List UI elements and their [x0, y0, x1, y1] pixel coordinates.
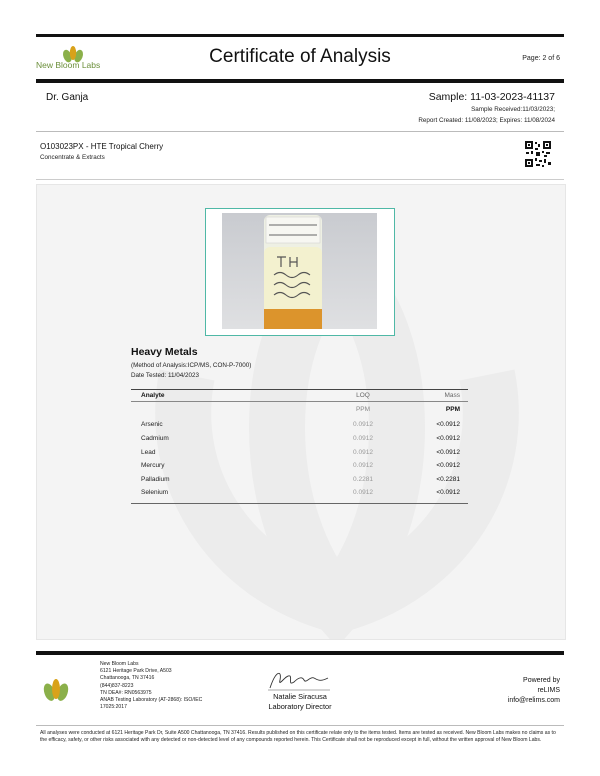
sample-received: Sample Received:11/03/2023;: [471, 106, 555, 113]
address-line: TN DEA#: RN0563975: [100, 689, 152, 696]
address-line: (844)837-8223: [100, 682, 134, 689]
address-line: ANAB Testing Laboratory (AT-2868): ISO/IEC: [100, 697, 203, 704]
address-line: Chattanooga, TN 37416: [100, 675, 155, 682]
footer-rule: [36, 651, 564, 655]
loq-value: 0.0912: [353, 435, 373, 442]
qr-code[interactable]: [524, 140, 552, 168]
table-rule: [131, 389, 468, 390]
powered-by-label: Powered by: [523, 677, 560, 684]
column-header-mass: Mass: [444, 392, 460, 399]
table-rule: [131, 401, 468, 402]
relims-email[interactable]: info@relims.com: [507, 697, 560, 704]
mass-value: <0.0912: [436, 462, 460, 469]
column-header-loq: LOQ: [356, 392, 370, 399]
product-category: Concentrate & Extracts: [40, 154, 105, 161]
divider: [36, 131, 564, 132]
product-name: O103023PX - HTE Tropical Cherry: [40, 142, 164, 151]
address-line: New Bloom Labs: [100, 661, 139, 667]
header-rule: [36, 79, 564, 83]
loq-value: 0.0912: [353, 462, 373, 469]
column-header-analyte: Analyte: [141, 392, 165, 399]
loq-value: 0.0912: [353, 489, 373, 496]
brand-name: New Bloom Labs: [36, 60, 101, 70]
mass-value: <0.0912: [436, 421, 460, 428]
method-of-analysis: (Method of Analysis:ICP/MS, CON-P-7000): [131, 362, 252, 369]
report-dates: Report Created: 11/08/2023; Expires: 11/08/2024: [418, 117, 555, 124]
date-tested: Date Tested: 11/04/2023: [131, 372, 200, 379]
table-rule: [131, 503, 468, 504]
loq-value: 0.0912: [353, 421, 373, 428]
section-title: Heavy Metals: [131, 346, 198, 358]
signer-name: Natalie Siracusa: [273, 692, 327, 701]
signature: [262, 666, 334, 694]
lab-address: [100, 661, 202, 711]
divider: [36, 725, 564, 726]
analyte-name: Mercury: [141, 462, 165, 469]
divider: [36, 179, 564, 180]
address-line: 6121 Heritage Park Drive, A503: [100, 668, 172, 675]
top-rule: [36, 34, 564, 37]
client-name: Dr. Ganja: [46, 92, 89, 103]
sample-id: Sample: 11-03-2023-41137: [428, 91, 555, 103]
mass-value: <0.2281: [436, 476, 460, 483]
mass-value: <0.0912: [436, 435, 460, 442]
disclaimer: All analyses were conducted at 6121 Heritage Park Dr, Suite A500 Chattanooga, TN 37416. Results published on this certificate relate only to the items tested. Items are tested as received. New Bloom Labs makes no claims as to the efficacy, safety, or other risks associated with any detected or non-detected level of any compounds reported herein. This Certificate shall not be reproduced except in full, without the written approval of New Bloom Labs.: [40, 730, 556, 744]
analyte-name: Selenium: [141, 489, 169, 496]
sample-photo: [222, 213, 377, 329]
address-line: 17025:2017: [100, 704, 127, 711]
loq-unit: PPM: [355, 406, 371, 413]
loq-value: 0.2281: [353, 476, 373, 483]
page-number: Page: 2 of 6: [522, 55, 560, 62]
new-bloom-labs-logo: [38, 678, 74, 702]
signer-title: Laboratory Director: [268, 702, 332, 711]
mass-value: <0.0912: [436, 449, 460, 456]
relims-brand: reLIMS: [537, 687, 560, 694]
loq-value: 0.0912: [353, 449, 373, 456]
analyte-name: Lead: [141, 449, 156, 456]
mass-unit: PPM: [445, 406, 460, 413]
analyte-name: Palladium: [141, 476, 170, 483]
analyte-name: Cadmium: [141, 435, 169, 442]
analyte-name: Arsenic: [141, 421, 163, 428]
mass-value: <0.0912: [436, 489, 460, 496]
page-title: Certificate of Analysis: [209, 46, 391, 67]
